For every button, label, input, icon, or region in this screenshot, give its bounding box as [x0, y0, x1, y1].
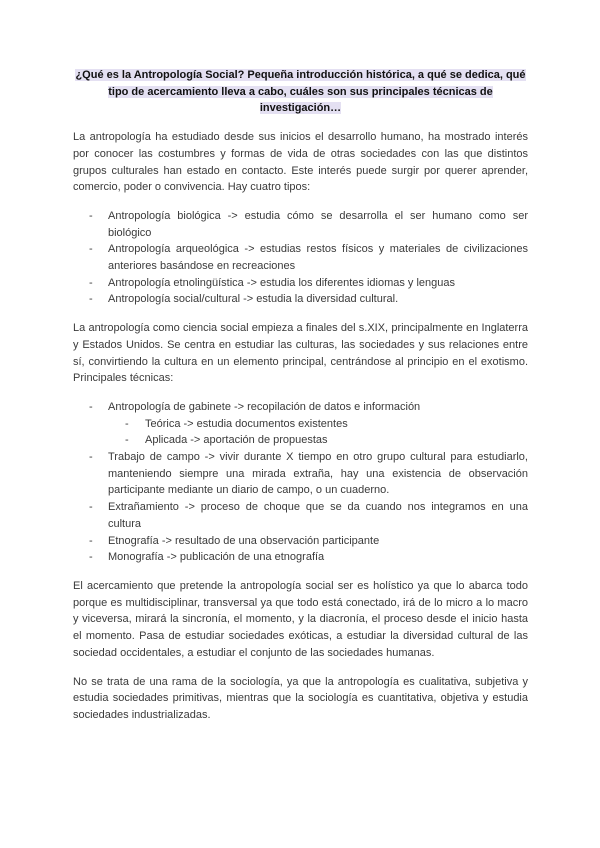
- title-text: ¿Qué es la Antropología Social? Pequeña introducción histórica, a qué se dedica, qué tipo de acercamiento lleva a cabo, cuáles son sus principales técnicas de investigación…: [75, 69, 526, 115]
- list-item: - Antropología biológica -> estudia cómo se desarrolla el ser humano como ser biológico: [73, 208, 528, 241]
- sub-list-item: - Teórica -> estudia documentos existentes: [73, 416, 528, 433]
- list-item: - Etnografía -> resultado de una observación participante: [73, 533, 528, 550]
- list-item: - Antropología social/cultural -> estudia la diversidad cultural.: [73, 291, 528, 308]
- anthropology-types-list: [73, 208, 528, 308]
- list-item: - Antropología etnolingüística -> estudia los diferentes idiomas y lenguas: [73, 275, 528, 292]
- paragraph-history: La antropología como ciencia social empieza a finales del s.XIX, principalmente en Inglaterra y Estados Unidos. Se centra en estudiar las culturas, las sociedades y sus relaciones entre sí, convirtiendo la cultura en un elemento principal, centrándose al principio en el exotismo. Principales técnicas:: [73, 322, 528, 385]
- list-item: - Monografía -> publicación de una etnografía: [73, 549, 528, 566]
- list-item: - Extrañamiento -> proceso de choque que se da cuando nos integramos en una cultura: [73, 499, 528, 532]
- list-item: - Trabajo de campo -> vivir durante X tiempo en otro grupo cultural para estudiarlo, manteniendo siempre una mirada extraña, hay una existencia de observación participante mediante un diario de campo, o un cuaderno.: [73, 449, 528, 499]
- paragraph-intro: La antropología ha estudiado desde sus inicios el desarrollo humano, ha mostrado interés por conocer las costumbres y formas de vida de otras sociedades con las que distintos grupos culturales han estado en contacto. Este interés puede surgir por querer aprender, comercio, poder o convivencia. Hay cuatro tipos:: [73, 131, 528, 194]
- sub-list-item: - Aplicada -> aportación de propuestas: [73, 432, 528, 449]
- paragraph-sociology: No se trata de una rama de la sociología, ya que la antropología es cualitativa, subjetiva y estudia sociedades primitivas, mientras que la sociología es cuantitativa, objetiva y estudia sociedades industrializadas.: [73, 675, 528, 721]
- document-title: [73, 67, 528, 117]
- paragraph-approach: El acercamiento que pretende la antropología social ser es holístico ya que lo abarca todo porque es multidisciplinar, transversal ya que todo está conectado, irá de lo micro a lo macro y viceversa, mirará la sincronía, el momento, y la diacronía, el proceso desde el inicio hasta el momento. Pasa de estudiar sociedades exóticas, a estudiar la diversidad cultural de las sociedad occidentales, a estudiar el conjunto de las sociedades humanas.: [73, 579, 528, 659]
- list-item: - Antropología arqueológica -> estudias restos físicos y materiales de civilizaciones anteriores basándose en recreaciones: [73, 241, 528, 274]
- techniques-list: [73, 399, 528, 566]
- list-item: - Antropología de gabinete -> recopilación de datos e información: [73, 399, 528, 416]
